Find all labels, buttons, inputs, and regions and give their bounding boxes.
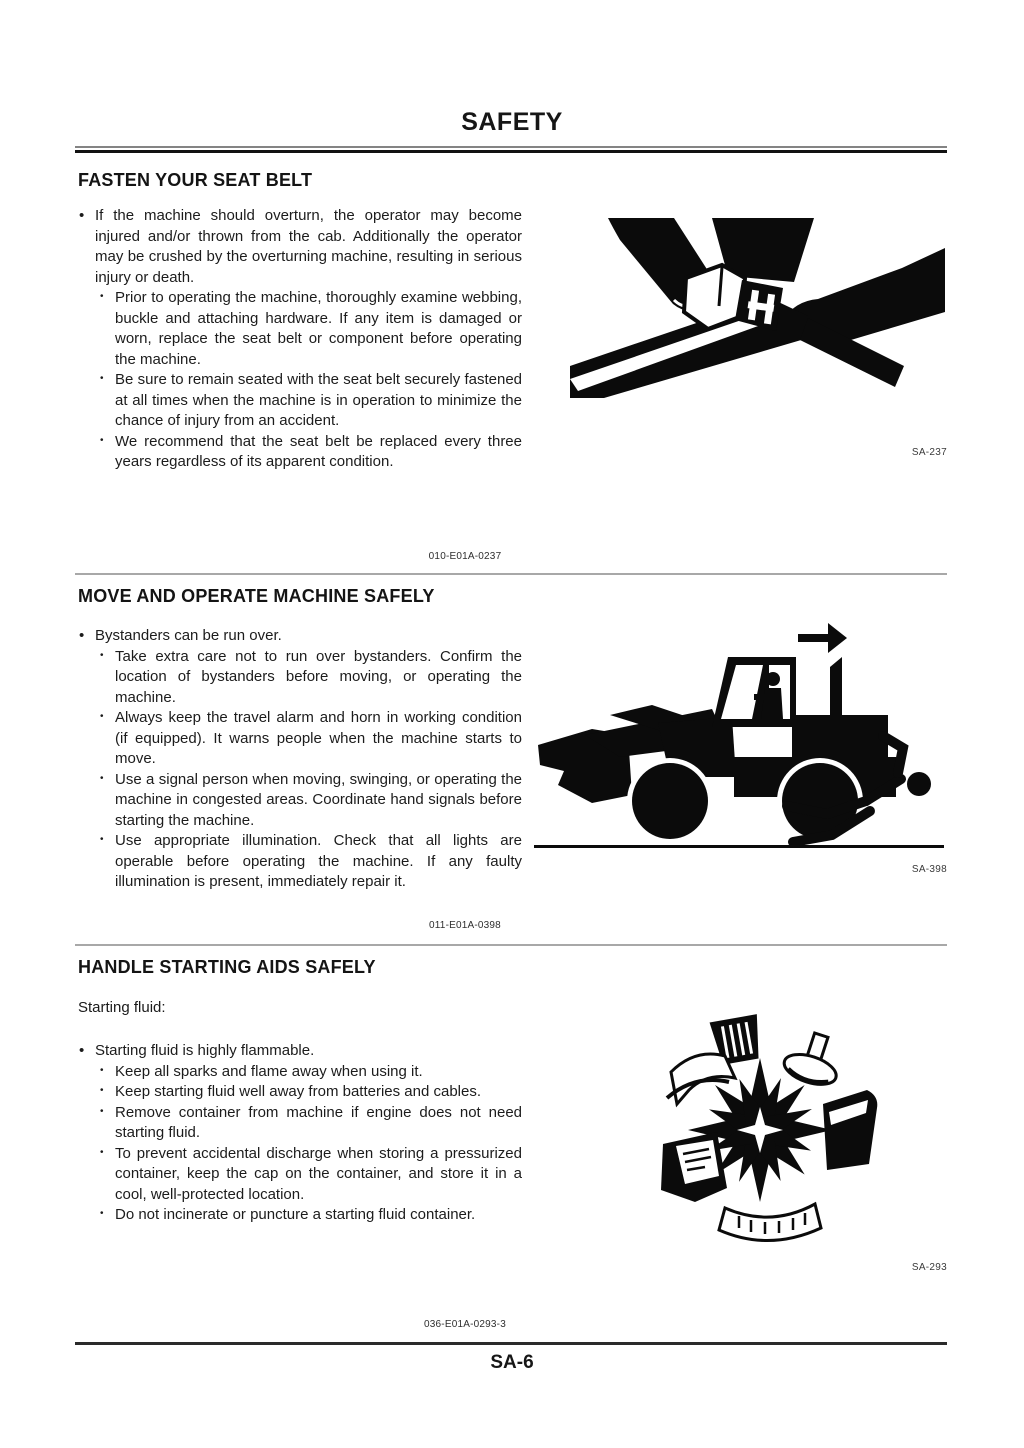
starting-fluid-label: Starting fluid: (78, 999, 166, 1016)
figure-caption: SA-293 (911, 1262, 947, 1273)
section-heading-move-operate: MOVE AND OPERATE MACHINE SAFELY (78, 586, 435, 606)
reference-code: 011-E01A-0398 (429, 920, 501, 931)
sub-bullet-item: • Take extra care not to run over bystanders. Confirm the location of bystanders before moving, or operating the machine. (78, 647, 522, 709)
section-divider (75, 573, 947, 575)
sub-bullet-item: • Always keep the travel alarm and horn in working condition (if equipped). It warns people when the machine starts to move. (78, 708, 522, 770)
reference-code: 010-E01A-0237 (428, 551, 502, 562)
section-divider (75, 944, 947, 946)
sub-bullet-item: • Prior to operating the machine, thoroughly examine webbing, buckle and attaching hardware. If any item is damaged or worn, replace the seat belt or component before operating the machine. (78, 288, 522, 370)
exploding-container-illustration (655, 1012, 915, 1257)
sub-bullet-item: • Use a signal person when moving, swinging, or operating the machine in congested areas. Coordinate hand signals before starting the machine. (78, 770, 522, 832)
sub-bullet-item: • Remove container from machine if engine does not need starting fluid. (78, 1103, 522, 1144)
bullet-item: • Starting fluid is highly flammable. (78, 1041, 522, 1062)
section-heading-fasten-seat-belt: FASTEN YOUR SEAT BELT (78, 170, 313, 190)
bullet-item: • If the machine should overturn, the operator may become injured and/or thrown from the cab. Additionally the operator may be crushed by the overturning machine, resulting in serious injury or death. (78, 206, 522, 288)
page-title: SAFETY (461, 108, 563, 136)
wheel-loader-illustration (530, 615, 950, 870)
sub-bullet-item: • Do not incinerate or puncture a starting fluid container. (78, 1205, 522, 1226)
bullet-item: • Bystanders can be run over. (78, 626, 522, 647)
figure-caption: SA-398 (911, 864, 947, 875)
bullet-list-seat-belt (78, 206, 522, 473)
seat-belt-illustration (570, 218, 945, 403)
footer-rule (75, 1342, 947, 1345)
figure-caption: SA-237 (911, 447, 947, 458)
sub-bullet-item: • Keep starting fluid well away from batteries and cables. (78, 1082, 522, 1103)
sub-bullet-item: • Use appropriate illumination. Check that all lights are operable before operating the machine. If any faulty illumination is present, immediately repair it. (78, 831, 522, 893)
section-heading-starting-aids: HANDLE STARTING AIDS SAFELY (78, 957, 376, 977)
sub-bullet-item: • Be sure to remain seated with the seat belt securely fastened at all times when the machine is in operation to minimize the chance of injury from an accident. (78, 370, 522, 432)
sub-bullet-item: • We recommend that the seat belt be replaced every three years regardless of its apparent condition. (78, 432, 522, 473)
reference-code: 036-E01A-0293-3 (424, 1319, 506, 1330)
bullet-list-starting-aids (78, 1041, 522, 1226)
header-rule-thick (75, 150, 947, 153)
header-rule-thin (75, 146, 947, 148)
bullet-list-move-operate (78, 626, 522, 893)
page-number: SA-6 (490, 1352, 534, 1373)
sub-bullet-item: • To prevent accidental discharge when storing a pressurized container, keep the cap on the container, and store it in a cool, well-protected location. (78, 1144, 522, 1206)
sub-bullet-item: • Keep all sparks and flame away when using it. (78, 1062, 522, 1083)
